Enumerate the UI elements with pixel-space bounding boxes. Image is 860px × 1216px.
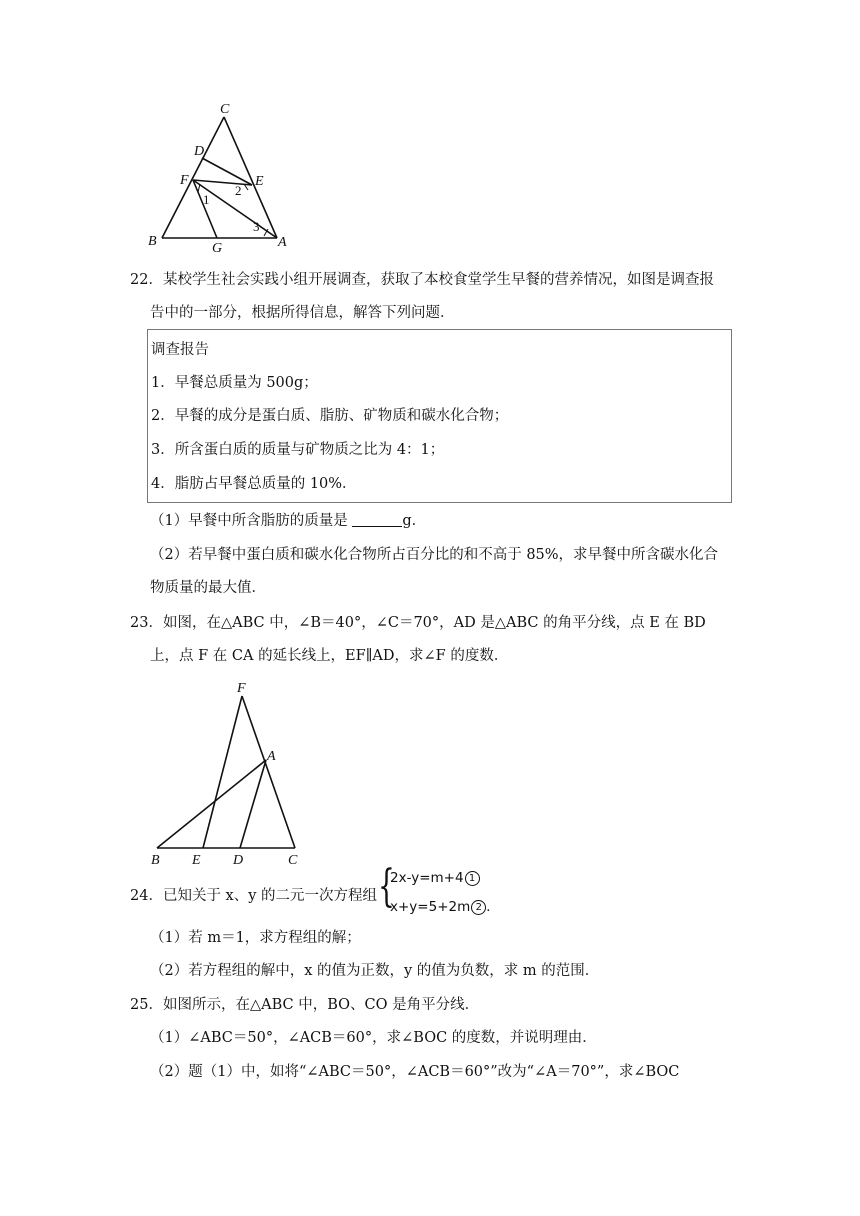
label-D: D: [233, 853, 244, 868]
q24-sub2: （2）若方程组的解中，x 的值为正数，y 的值为负数，求 m 的范围．: [150, 963, 600, 979]
q22-sub1-text: （1）早餐中所含脂肪的质量是: [150, 513, 353, 529]
q24-intro: 24．已知关于 x、y 的二元一次方程组: [130, 888, 378, 904]
q22-line1: 22．某校学生社会实践小组开展调查，获取了本校食堂学生早餐的营养情况，如图是调查报: [130, 272, 714, 288]
segment-AD: [240, 760, 266, 848]
equation-1-text: 2x-y=m+4: [390, 870, 464, 886]
label-angle-3: 3: [253, 219, 260, 234]
segment-BA: [157, 760, 266, 848]
q25-sub2: （2）题（1）中，如将“∠ABC＝50°，∠ACB＝60°”改为“∠A＝70°”，求∠BOC: [150, 1064, 680, 1080]
label-E: E: [255, 174, 264, 189]
label-A: A: [267, 749, 276, 764]
left-brace: {: [378, 861, 395, 912]
answer-blank: [352, 512, 402, 527]
segment-EF: [203, 696, 242, 848]
label-E: E: [192, 853, 201, 868]
equation-end: ．: [486, 899, 500, 915]
label-D: D: [194, 144, 205, 159]
equation-system: [378, 861, 500, 918]
figure-triangle-parallels: [140, 100, 300, 260]
q22-sub1-unit: g．: [402, 513, 427, 529]
label-F: F: [180, 173, 189, 188]
q22-line2: 告中的一部分，根据所得信息，解答下列问题．: [150, 305, 455, 321]
label-B: B: [151, 853, 160, 868]
circled-number-1: 1: [465, 871, 480, 886]
label-C: C: [288, 853, 298, 868]
report-item-2: 2．早餐的成分是蛋白质、脂肪、矿物质和碳水化合物；: [151, 408, 509, 424]
q22-sub2-line2: 物质量的最大值．: [150, 580, 266, 596]
q24-sub1: （1）若 m＝1，求方程组的解；: [150, 930, 361, 946]
angle-mark-1: [198, 184, 200, 192]
label-G: G: [212, 241, 223, 256]
report-item-4: 4．脂肪占早餐总质量的 10%．: [151, 476, 357, 492]
equation-1: [390, 870, 480, 886]
q22-sub2-line1: （2）若早餐中蛋白质和碳水化合物所占百分比的和不高于 85%，求早餐中所含碳水化合: [150, 547, 719, 563]
label-B: B: [148, 234, 157, 249]
label-C: C: [220, 102, 230, 117]
q23-line1: 23．如图，在△ABC 中，∠B＝40°，∠C＝70°，AD 是△ABC 的角平分线，点 E 在 BD: [130, 615, 706, 631]
label-angle-1: 1: [203, 192, 210, 207]
figure-triangle-abc: [145, 678, 315, 868]
report-title: 调查报告: [151, 342, 209, 358]
equation-2: [390, 895, 500, 915]
equation-2-text: x+y=5+2m: [390, 899, 471, 915]
segment-BC: [162, 117, 224, 238]
q25-sub1: （1）∠ABC＝50°，∠ACB＝60°，求∠BOC 的度数，并说明理由．: [150, 1030, 597, 1046]
label-A: A: [278, 235, 287, 250]
circled-number-2: 2: [471, 900, 486, 915]
q23-line2: 上，点 F 在 CA 的延长线上，EF∥AD，求∠F 的度数．: [150, 648, 509, 664]
report-item-1: 1．早餐总质量为 500g；: [151, 375, 318, 391]
report-item-3: 3．所含蛋白质的质量与矿物质之比为 4：1；: [151, 442, 445, 458]
q22-sub1: [150, 511, 426, 531]
q25-line1: 25．如图所示，在△ABC 中，BO、CO 是角平分线．: [130, 997, 480, 1013]
label-angle-2: 2: [235, 183, 242, 198]
label-F: F: [237, 681, 246, 696]
